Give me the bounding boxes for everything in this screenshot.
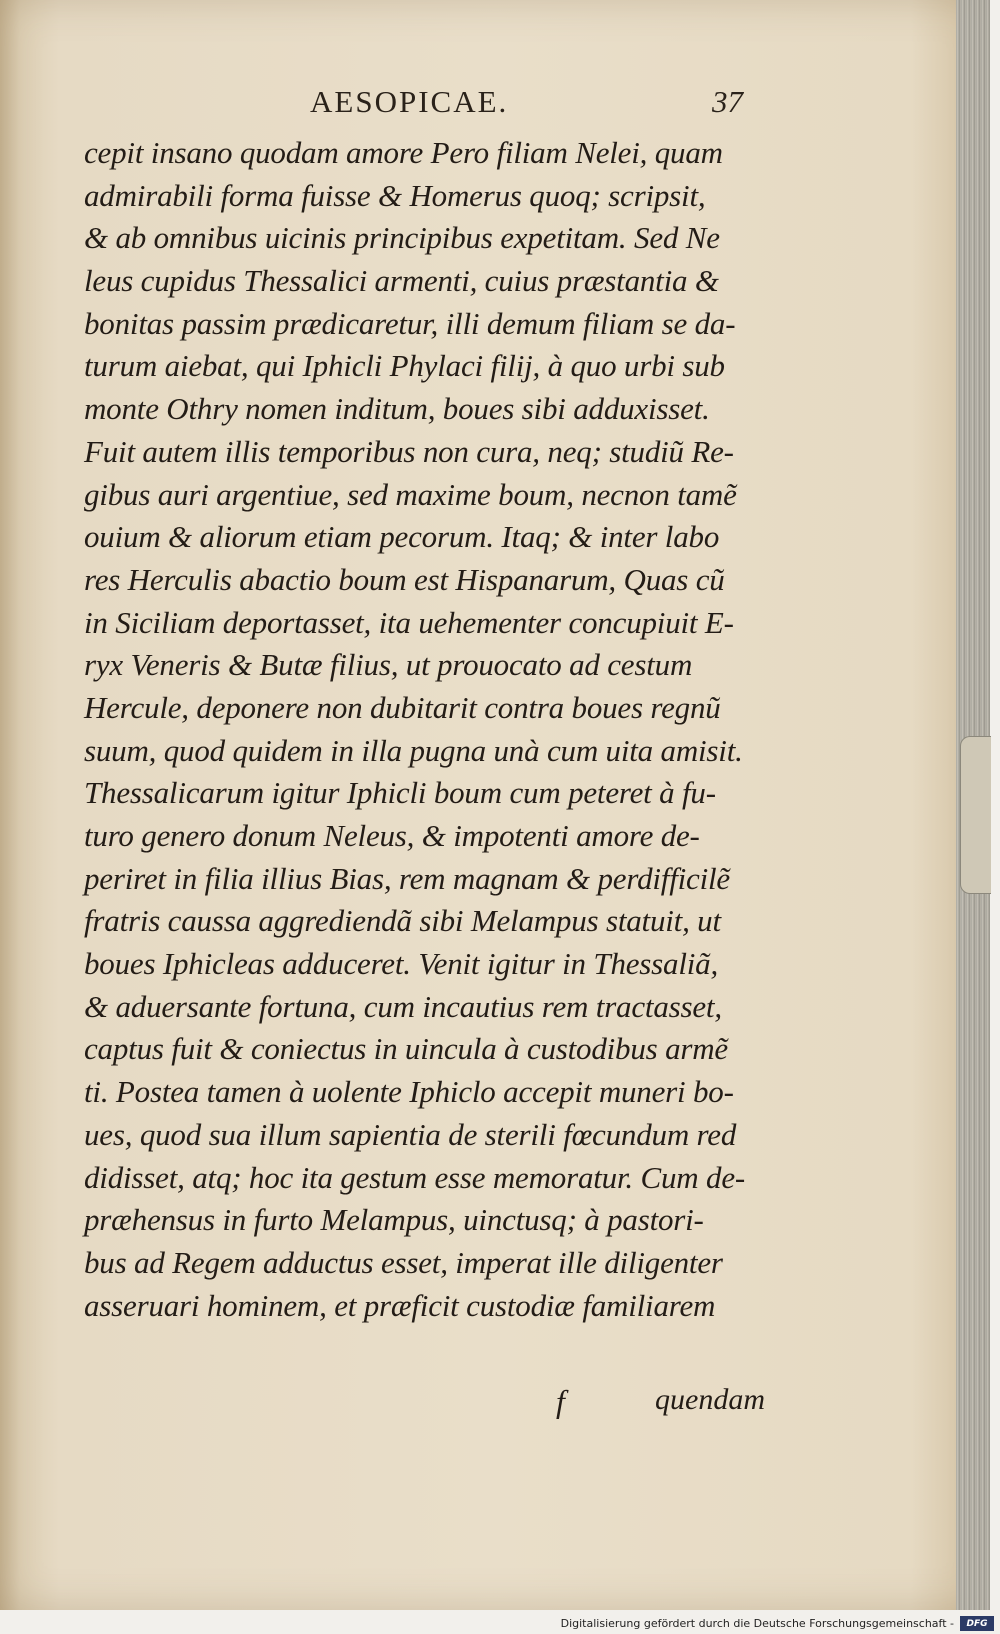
text-line: ryx Veneris & Butæ filius, ut prouocato ad cestum [84, 647, 693, 683]
text-line: ues, quod sua illum sapientia de sterili fœcundum red [84, 1116, 737, 1152]
page-tab-marker [960, 736, 991, 894]
text-line: asseruari hominem, et præficit custodiæ familiarem [84, 1287, 716, 1323]
running-head [80, 84, 780, 124]
text-line: fratris caussa aggrediendã sibi Melampus statuit, ut [84, 903, 721, 939]
text-line: Hercule, deponere non dubitarit contra boues regnũ [84, 689, 721, 725]
dfg-logo-icon: DFG [960, 1616, 994, 1631]
text-line: in Siciliam deportasset, ita uehementer concupiuit E- [84, 604, 734, 640]
text-line: captus fuit & coniectus in uincula à custodibus armẽ [84, 1031, 728, 1067]
text-line: res Herculis abactio boum est Hispanarum, Quas cũ [84, 561, 725, 597]
text-line: & ab omnibus uicinis principibus expetitam. Sed Ne [84, 220, 720, 256]
text-line: suum, quod quidem in illa pugna unà cum uita amisit. [84, 732, 743, 768]
text-line: boues Iphicleas adduceret. Venit igitur in Thessaliã, [84, 946, 719, 982]
text-line: præhensus in furto Melampus, uinctusq; à pastori- [84, 1202, 704, 1238]
text-line: Fuit autem illis temporibus non cura, neq; studiũ Re- [84, 433, 734, 469]
text-line: bus ad Regem adductus esset, imperat ille diligenter [84, 1244, 723, 1280]
text-line: cepit insano quodam amore Pero filiam Nelei, quam [84, 135, 723, 170]
text-line: bonitas passim prædicaretur, illi demum filiam se da- [84, 305, 736, 341]
text-line: & aduersante fortuna, cum incautius rem tractasset, [84, 988, 722, 1024]
text-line: admirabili forma fuisse & Homerus quoq; scripsit, [84, 177, 706, 213]
text-line: monte Othry nomen inditum, boues sibi adduxisset. [84, 391, 710, 427]
text-line: turo genero donum Neleus, & impotenti amore de- [84, 818, 700, 853]
text-line: turum aiebat, qui Iphicli Phylaci filij, à quo urbi sub [84, 348, 725, 384]
text-line: gibus auri argentiue, sed maxime boum, necnon tamẽ [84, 476, 737, 512]
text-line: leus cupidus Thessalici armenti, cuius præstantia & [84, 263, 719, 299]
running-title: AESOPICAE. [310, 84, 509, 119]
page-number: 37 [712, 84, 743, 119]
text-block [84, 132, 784, 1327]
text-line: ouium & aliorum etiam pecorum. Itaq; & inter labo [84, 519, 720, 555]
footer-bar [0, 1610, 1000, 1634]
text-line: periret in filia illius Bias, rem magnam & perdifficilẽ [84, 860, 730, 896]
text-line: ti. Postea tamen à uolente Iphiclo accepit muneri bo- [84, 1074, 734, 1110]
signature-mark: f [556, 1383, 565, 1419]
text-line: Thessalicarum igitur Iphicli boum cum peteret à fu- [84, 775, 716, 811]
text-line: didisset, atq; hoc ita gestum esse memoratur. Cum de- [84, 1159, 746, 1195]
catchword: quendam [655, 1383, 765, 1416]
digitization-credit: Digitalisierung gefördert durch die Deutsche Forschungsgemeinschaft - [560, 1617, 954, 1630]
